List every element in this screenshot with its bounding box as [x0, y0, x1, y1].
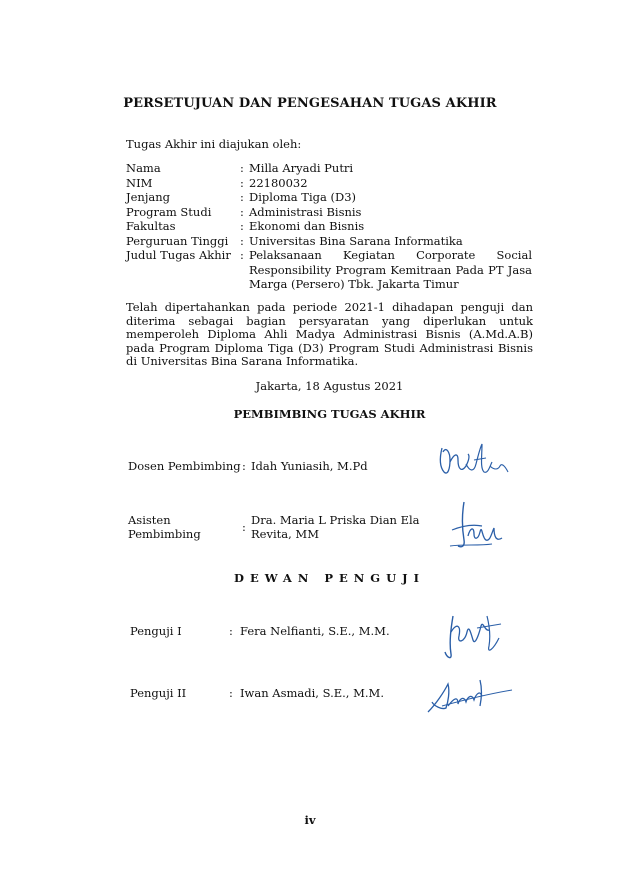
asisten-signature — [448, 500, 506, 552]
info-value: 22180032 — [249, 175, 308, 190]
info-label: Jenjang — [126, 190, 171, 204]
penguji1-signature — [443, 612, 505, 662]
asisten-name-line: Revita, MM — [251, 527, 319, 541]
asisten-label-line: Pembimbing — [128, 527, 201, 541]
info-colon: : — [240, 161, 244, 175]
asisten-colon: : — [242, 520, 246, 534]
judul-line: Responsibility Program Kemitraan Pada PT Jasa — [249, 262, 532, 277]
penguji-heading: DEWAN PENGUJI — [234, 571, 425, 585]
info-colon: : — [240, 175, 244, 190]
penguji1-label: Penguji I — [130, 624, 182, 638]
info-colon: : — [240, 204, 244, 219]
info-colon: : — [240, 233, 244, 248]
dosen-label: Dosen Pembimbing — [128, 459, 241, 473]
info-value: Diploma Tiga (D3) — [249, 190, 357, 204]
penguji1-name: Fera Nelfianti, S.E., M.M. — [240, 624, 390, 638]
page-number: iv — [304, 813, 316, 827]
info-label: Nama — [126, 161, 161, 175]
student-info-table — [126, 161, 532, 292]
info-colon: : — [240, 219, 244, 233]
info-value-judul — [249, 248, 532, 292]
judul-line: Marga (Persero) Tbk. Jakarta Timur — [249, 277, 459, 291]
dosen-name: Idah Yuniasih, M.Pd — [251, 459, 368, 473]
info-label: Fakultas — [126, 219, 176, 233]
info-label: Perguruan Tinggi — [126, 233, 229, 248]
approval-paragraph: Telah dipertahankan pada periode 2021-1 dihadapan penguji dan diterima sebagai bagian persyaratan yang diperlukan untuk memperoleh Diploma Ahli Madya Administrasi Bisnis (A.Md.A.B) pada Program Diploma Tiga (D3) Program Studi Administrasi Bisnis di Universitas Bina Sarana Informatika. — [126, 300, 533, 368]
pembimbing-heading: PEMBIMBING TUGAS AKHIR — [233, 407, 426, 421]
dosen-colon: : — [242, 459, 246, 473]
asisten-name-line: Dra. Maria L Priska Dian Ela — [251, 513, 420, 527]
info-value: Ekonomi dan Bisnis — [249, 219, 365, 233]
asisten-label — [128, 513, 201, 541]
info-label: Program Studi — [126, 204, 212, 219]
info-value: Milla Aryadi Putri — [249, 161, 354, 175]
info-row-nim — [126, 176, 532, 191]
info-row-judul — [126, 248, 532, 292]
info-row-fakultas — [126, 219, 532, 234]
intro-text: Tugas Akhir ini diajukan oleh: — [126, 137, 302, 151]
asisten-name — [251, 513, 420, 541]
penguji2-label: Penguji II — [130, 686, 187, 700]
info-row-program-studi — [126, 205, 532, 220]
info-row-jenjang — [126, 190, 532, 205]
info-colon: : — [240, 190, 244, 204]
info-colon: : — [240, 248, 244, 262]
info-value: Administrasi Bisnis — [249, 204, 362, 219]
judul-line: Pelaksanaan Kegiatan Corporate Social — [249, 248, 532, 262]
place-date: Jakarta, 18 Agustus 2021 — [255, 379, 404, 393]
penguji1-colon: : — [229, 624, 233, 638]
dosen-signature — [436, 442, 512, 484]
asisten-label-line: Asisten — [128, 513, 171, 527]
info-label: Judul Tugas Akhir — [126, 248, 231, 262]
penguji2-colon: : — [229, 686, 233, 700]
penguji2-name: Iwan Asmadi, S.E., M.M. — [240, 686, 384, 700]
page-title: PERSETUJUAN DAN PENGESAHAN TUGAS AKHIR — [123, 96, 497, 111]
info-row-perguruan-tinggi — [126, 234, 532, 249]
info-row-nama — [126, 161, 532, 176]
info-value: Universitas Bina Sarana Informatika — [249, 233, 463, 248]
info-label: NIM — [126, 175, 153, 190]
penguji2-signature — [424, 676, 516, 718]
